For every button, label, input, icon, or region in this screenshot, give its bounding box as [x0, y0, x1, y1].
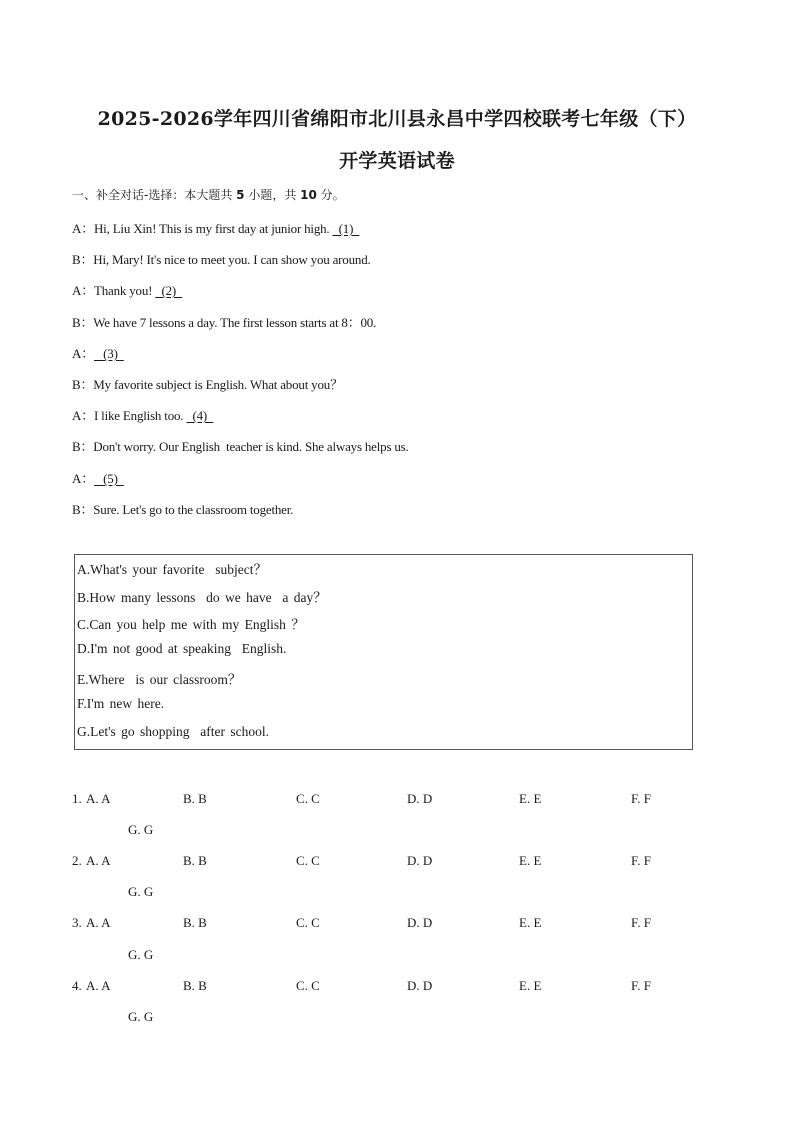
answer-blank: (3) — [94, 346, 124, 361]
choice-e[interactable]: E. E — [519, 915, 542, 930]
choice-c[interactable]: C. C — [296, 853, 320, 868]
answer-blank: (5) — [94, 471, 124, 486]
exam-title-line1: 2025-2026学年四川省绵阳市北川县永昌中学四校联考七年级（下） — [97, 108, 697, 130]
choice-b[interactable]: B. B — [183, 853, 207, 868]
question-number: 3. — [72, 915, 82, 930]
dialogue-line — [72, 218, 359, 237]
choice-g[interactable]: G. G — [128, 822, 154, 837]
dialogue-text: A：Thank you! — [72, 283, 156, 298]
choice-g[interactable]: G. G — [128, 1009, 154, 1024]
option-b: B.How many lessons do we have a day？ — [77, 590, 327, 605]
choice-e[interactable]: E. E — [519, 791, 542, 806]
dialogue-line — [72, 374, 343, 393]
option-d: D.I'm not good at speaking English. — [77, 641, 287, 656]
options-box — [74, 554, 693, 750]
dialogue-text: B：Hi, Mary! It's nice to meet you. I can show you around. — [72, 252, 371, 267]
section-suffix: 分。 — [316, 188, 345, 202]
section-mid: 小题，共 — [244, 188, 301, 202]
choice-b[interactable]: B. B — [183, 978, 207, 993]
dialogue-line — [72, 343, 124, 362]
option-f: F.I'm new here. — [77, 696, 165, 711]
dialogue-text: A：Hi, Liu Xin! This is my first day at junior high. — [72, 221, 333, 236]
dialogue-text: A： — [72, 471, 94, 486]
option-a: A.What's your favorite subject？ — [77, 562, 268, 577]
choice-a[interactable]: A. A — [86, 978, 111, 993]
dialogue-text: A： — [72, 346, 94, 361]
choice-b[interactable]: B. B — [183, 915, 207, 930]
choice-e[interactable]: E. E — [519, 978, 542, 993]
dialogue-text: A：I like English too. — [72, 408, 187, 423]
choice-f[interactable]: F. F — [631, 915, 651, 930]
choice-c[interactable]: C. C — [296, 915, 320, 930]
option-e: E.Where is our classroom？ — [77, 672, 242, 687]
choice-a[interactable]: A. A — [86, 791, 111, 806]
dialogue-line — [72, 436, 409, 455]
dialogue-text: B：Sure. Let's go to the classroom together. — [72, 502, 294, 517]
dialogue-text: B：We have 7 lessons a day. The first lesson starts at 8：00. — [72, 315, 377, 330]
option-g: G.Let's go shopping after school. — [77, 724, 270, 739]
choice-a[interactable]: A. A — [86, 915, 111, 930]
section-heading — [72, 186, 345, 203]
choice-d[interactable]: D. D — [407, 853, 433, 868]
answer-blank: (4) — [186, 408, 214, 423]
section-count: 5 — [236, 188, 245, 202]
choice-c[interactable]: C. C — [296, 978, 320, 993]
answer-blank: (2) — [155, 283, 183, 298]
choice-a[interactable]: A. A — [86, 853, 111, 868]
choice-d[interactable]: D. D — [407, 978, 433, 993]
choice-c[interactable]: C. C — [296, 791, 320, 806]
choice-g[interactable]: G. G — [128, 884, 154, 899]
dialogue-line — [72, 405, 213, 424]
answer-blank: (1) — [332, 221, 360, 236]
choice-f[interactable]: F. F — [631, 791, 651, 806]
choice-e[interactable]: E. E — [519, 853, 542, 868]
section-points: 10 — [300, 188, 317, 202]
question-number: 1. — [72, 791, 82, 806]
dialogue-text: B：My favorite subject is English. What about you？ — [72, 377, 343, 392]
question-number: 4. — [72, 978, 82, 993]
choice-f[interactable]: F. F — [631, 853, 651, 868]
choice-f[interactable]: F. F — [631, 978, 651, 993]
choice-g[interactable]: G. G — [128, 947, 154, 962]
choice-b[interactable]: B. B — [183, 791, 207, 806]
dialogue-line — [72, 468, 124, 487]
choice-d[interactable]: D. D — [407, 791, 433, 806]
choice-d[interactable]: D. D — [407, 915, 433, 930]
dialogue-text: B：Don't worry. Our English teacher is kind. She always helps us. — [72, 439, 409, 454]
section-prefix: 一、补全对话-选择：本大题共 — [72, 188, 237, 202]
dialogue-line — [72, 312, 376, 331]
question-number: 2. — [72, 853, 82, 868]
dialogue-line — [72, 280, 182, 299]
dialogue-line — [72, 499, 293, 518]
option-c: C.Can you help me with my English ？ — [77, 617, 305, 632]
exam-title-line2: 开学英语试卷 — [339, 150, 455, 172]
dialogue-line — [72, 249, 371, 268]
